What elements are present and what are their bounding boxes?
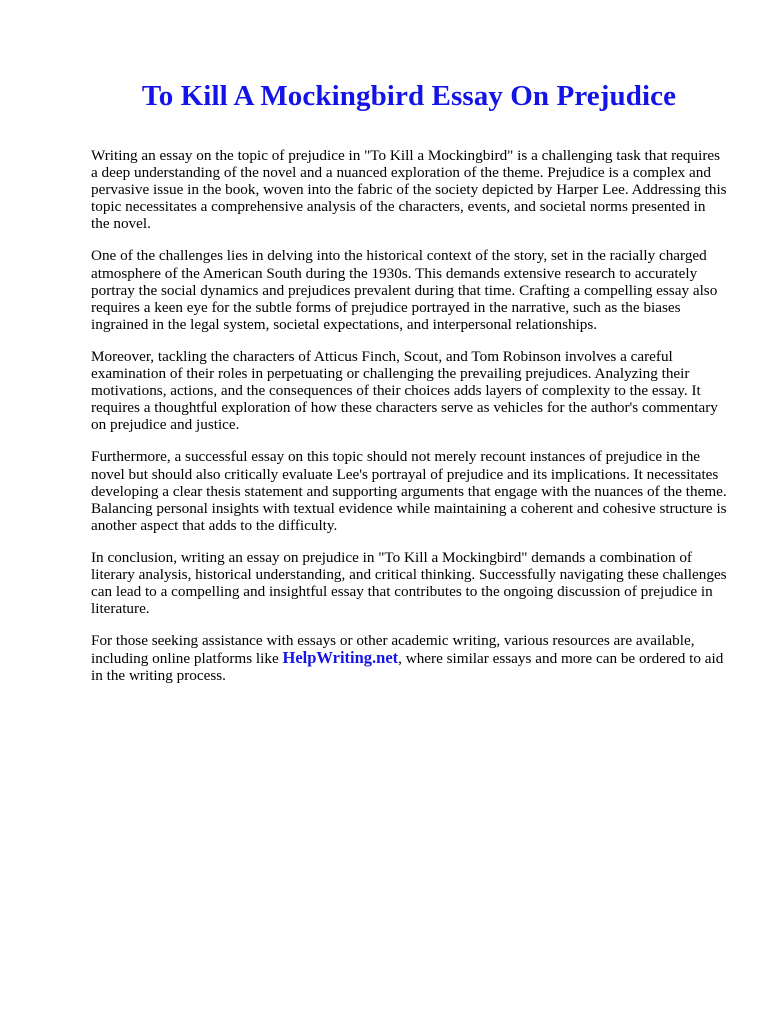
document-body — [91, 147, 727, 700]
paragraph-6-text-after-link: , where similar essays and more can be ordered to aid in the writing process. — [91, 650, 724, 685]
paragraph-5: In conclusion, writing an essay on prejudice in "To Kill a Mockingbird" demands a combination of literary analysis, historical understanding, and critical thinking. Successfully navigating these challenges can lead to a compelling and insightful essay that contributes to the ongoing discussion of prejudice in literature. — [91, 548, 727, 618]
paragraph-6-text-before-link: For those seeking assistance with essays or other academic writing, various resources are available, including online platforms like — [91, 632, 695, 668]
paragraph-1: Writing an essay on the topic of prejudice in "To Kill a Mockingbird" is a challenging task that requires a deep understanding of the novel and a nuanced exploration of the theme. Prejudice is a complex and pervasive issue in the book, woven into the fabric of the society depicted by Harper Lee. Addressing this topic necessitates a comprehensive analysis of the characters, events, and societal norms presented in the novel. — [91, 147, 727, 233]
document-title: To Kill A Mockingbird Essay On Prejudice — [141, 80, 677, 112]
paragraph-3: Moreover, tackling the characters of Atticus Finch, Scout, and Tom Robinson involves a careful examination of their roles in perpetuating or challenging the prevailing prejudices. Analyzing their motivations, actions, and the consequences of their choices adds layers of complexity to the essay. It requires a thoughtful exploration of how these characters serve as vehicles for the author's commentary on prejudice and justice. — [91, 347, 718, 434]
helpwriting-link[interactable]: HelpWriting.net — [282, 648, 399, 668]
paragraph-2: One of the challenges lies in delving into the historical context of the story, set in the racially charged atmosphere of the American South during the 1930s. This demands extensive research to accurately portray the social dynamics and prejudices prevalent during that time. Crafting a compelling essay also requires a keen eye for the subtle forms of prejudice portrayed in the narrative, such as the biases ingrained in the legal system, societal expectations, and interpersonal relationships. — [91, 247, 718, 333]
paragraph-6 — [91, 632, 727, 684]
paragraph-4: Furthermore, a successful essay on this topic should not merely recount instances of prejudice in the novel but should also critically evaluate Lee's portrayal of prejudice and its implications. It necessitates developing a clear thesis statement and supporting arguments that engage with the nuances of the theme. Balancing personal insights with textual evidence while maintaining a coherent and cohesive structure is another aspect that adds to the difficulty. — [91, 448, 727, 534]
